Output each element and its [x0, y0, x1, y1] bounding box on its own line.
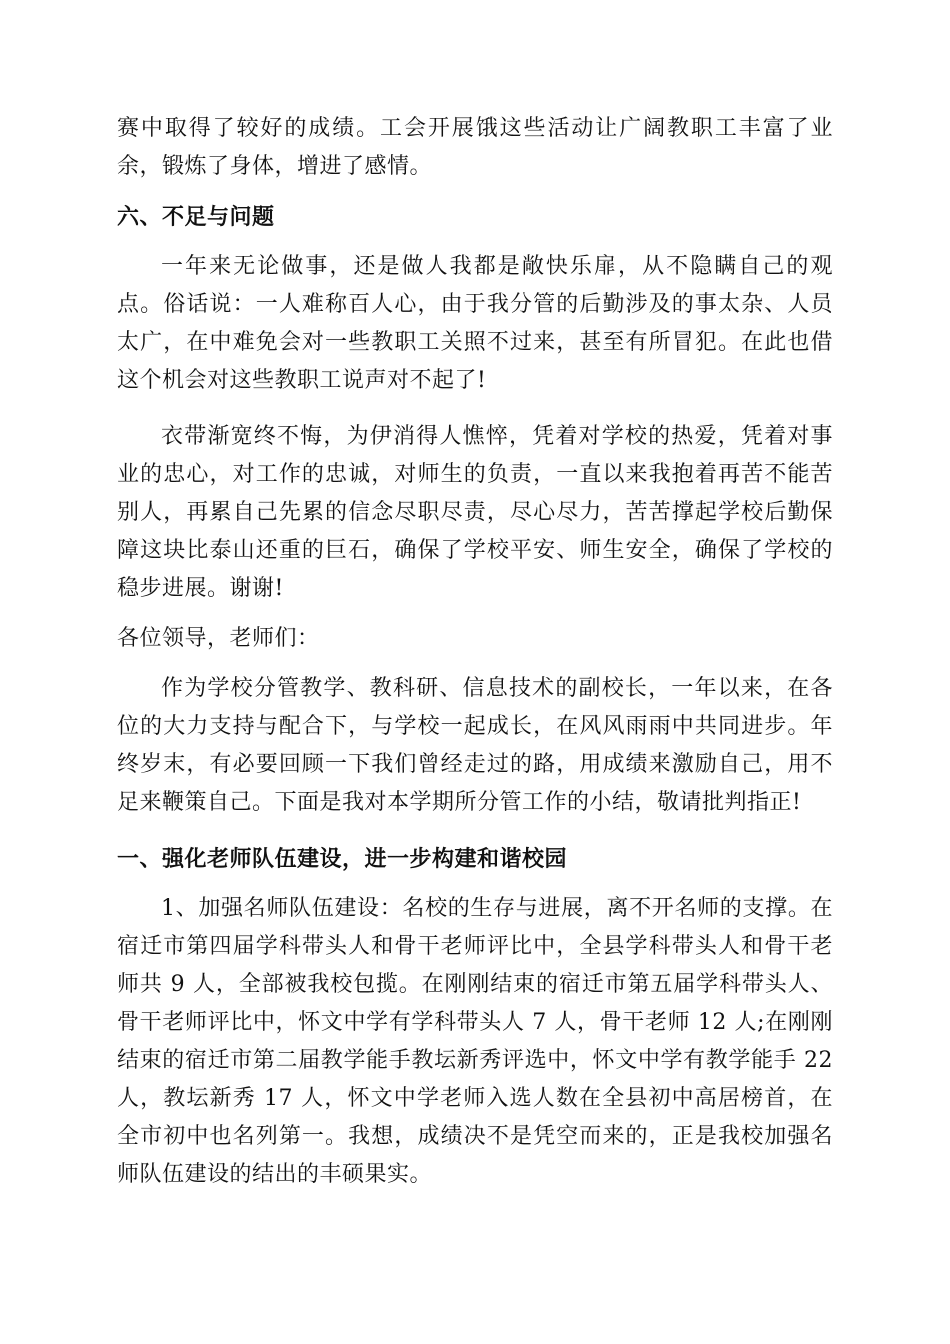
paragraph-famous-teachers: 1、加强名师队伍建设：名校的生存与进展，离不开名师的支撑。在宿迁市第四届学科带头人和骨干老师评比中，全县学科带头人和骨干老师共 9 人，全部被我校包揽。在刚刚结束的宿迁市第五届学科带头人、骨干老师评比中，怀文中学有学科带头人 7 人，骨干老师 12 人;在刚刚结束的宿迁市第二届教学能手教坛新秀评选中，怀文中学有教学能手 22 人，教坛新秀 17 人，怀文中学老师入选人数在全县初中高居榜首，在全市初中也名列第一。我想，成绩决不是凭空而来的，正是我校加强名师队伍建设的结出的丰硕果实。	[117, 896, 833, 1187]
paragraph-closing: 衣带渐宽终不悔，为伊消得人憔悴，凭着对学校的热爱，凭着对事业的忠心，对工作的忠诚，对师生的负责，一直以来我抱着再苦不能苦别人，再累自己先累的信念尽职尽责，尽心尽力，苦苦撑起学校后勤保障这块比泰山还重的巨石，确保了学校平安、师生安全，确保了学校的稳步进展。谢谢!	[117, 424, 833, 601]
paragraph-introduction: 作为学校分管教学、教科研、信息技术的副校长，一年以来，在各位的大力支持与配合下，与学校一起成长，在风风雨雨中共同进步。年终岁末，有必要回顾一下我们曾经走过的路，用成绩来激励自己，用不足来鞭策自己。下面是我对本学期所分管工作的小结，敬请批判指正!	[117, 676, 833, 815]
section-heading-shortcomings: 六、不足与问题	[117, 204, 275, 230]
section-heading-teacher-team: 一、强化老师队伍建设，进一步构建和谐校园	[117, 846, 568, 872]
paragraph-continuation: 赛中取得了较好的成绩。工会开展饿这些活动让广阔教职工丰富了业余，锻炼了身体，增进了感情。	[117, 116, 833, 179]
salutation: 各位领导，老师们：	[117, 626, 320, 651]
paragraph-shortcomings: 一年来无论做事，还是做人我都是敞快乐扉，从不隐瞒自己的观点。俗话说：一人难称百人心，由于我分管的后勤涉及的事太杂、人员太广，在中难免会对一些教职工关照不过来，甚至有所冒犯。在此也借这个机会对这些教职工说声对不起了!	[117, 254, 833, 393]
document-body	[117, 110, 833, 1194]
